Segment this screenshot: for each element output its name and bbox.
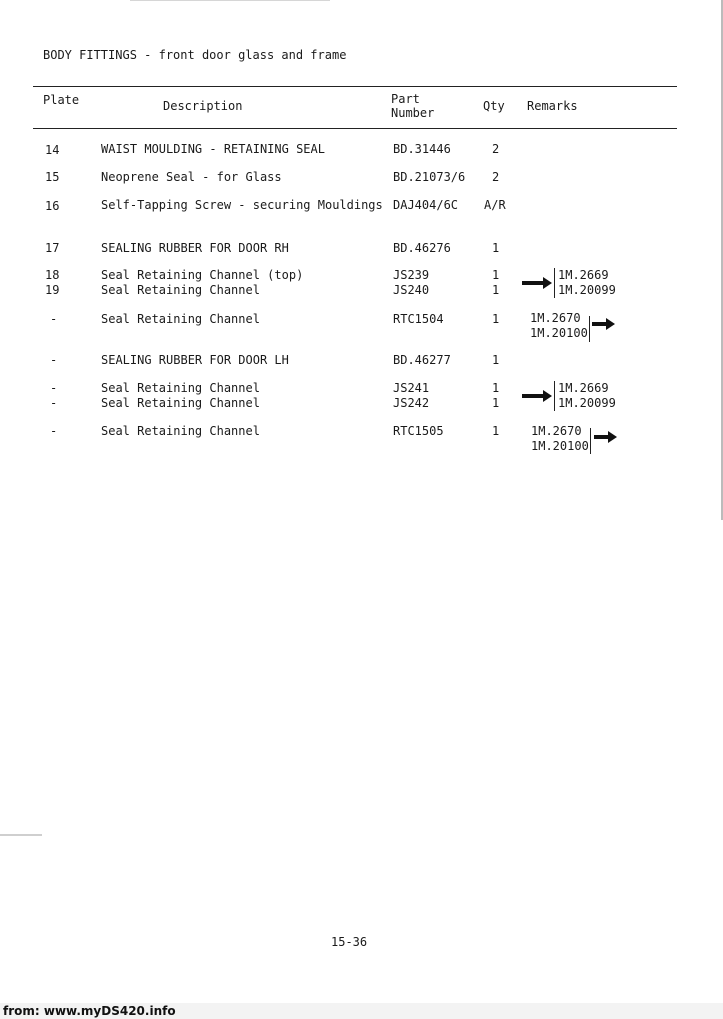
arrow-right-icon <box>522 281 544 285</box>
row-part-number: JS241 <box>393 381 430 395</box>
scan-artifact-top <box>130 0 330 1</box>
row-description: Self-Tapping Screw - securing Mouldings <box>101 198 383 212</box>
row-part-number: BD.21073/6 <box>393 170 466 184</box>
row-plate: - <box>50 381 58 395</box>
row-qty: 1 <box>492 268 500 282</box>
row-plate: 15 <box>45 170 60 184</box>
header-plate: Plate <box>43 93 80 107</box>
scan-artifact-left <box>0 834 42 836</box>
row-part-number: JS242 <box>393 396 430 410</box>
row-qty: 1 <box>492 396 500 410</box>
row-qty: 1 <box>492 241 500 255</box>
header-qty: Qty <box>483 99 505 113</box>
header-number: Number <box>391 106 435 120</box>
bracket-bar <box>554 268 555 298</box>
header-description: Description <box>163 99 243 113</box>
row-plate: - <box>50 353 58 367</box>
row-description: SEALING RUBBER FOR DOOR RH <box>101 241 289 255</box>
row-plate: - <box>50 396 58 410</box>
bracket-bar <box>590 428 591 454</box>
row-qty: A/R <box>484 198 506 212</box>
row-plate: - <box>50 312 58 326</box>
remark-from: 1M.2669 <box>558 268 609 282</box>
remark-from: 1M.2670 <box>531 424 582 438</box>
remark-to: 1M.20099 <box>558 283 616 297</box>
remark-from: 1M.2670 <box>530 311 581 325</box>
row-qty: 1 <box>492 381 500 395</box>
arrow-right-icon <box>592 322 607 326</box>
row-qty: 1 <box>492 424 500 438</box>
row-description: Neoprene Seal - for Glass <box>101 170 282 184</box>
row-qty: 1 <box>492 353 500 367</box>
row-plate: 19 <box>45 283 60 297</box>
row-part-number: BD.46277 <box>393 353 451 367</box>
row-plate: 17 <box>45 241 60 255</box>
row-description: Seal Retaining Channel (top) <box>101 268 304 282</box>
remark-to: 1M.20100 <box>531 439 589 453</box>
remark-to: 1M.20099 <box>558 396 616 410</box>
bracket-bar <box>554 381 555 411</box>
header-part: Part <box>391 92 420 106</box>
source-footer: from: www.myDS420.info <box>3 1004 176 1018</box>
row-description: Seal Retaining Channel <box>101 312 260 326</box>
row-qty: 1 <box>492 283 500 297</box>
row-description: SEALING RUBBER FOR DOOR LH <box>101 353 289 367</box>
remark-from: 1M.2669 <box>558 381 609 395</box>
bracket-bar <box>589 316 590 342</box>
row-part-number: BD.31446 <box>393 142 451 156</box>
row-part-number: RTC1505 <box>393 424 444 438</box>
row-plate: 16 <box>45 199 60 213</box>
row-plate: - <box>50 424 58 438</box>
row-description: Seal Retaining Channel <box>101 381 260 395</box>
arrow-right-icon <box>522 394 544 398</box>
row-description: Seal Retaining Channel <box>101 283 260 297</box>
page-number: 15-36 <box>331 935 368 949</box>
remark-to: 1M.20100 <box>530 326 588 340</box>
row-qty: 2 <box>492 142 500 156</box>
row-description: Seal Retaining Channel <box>101 396 260 410</box>
row-plate: 14 <box>45 143 60 157</box>
header-bottom-rule <box>33 128 677 129</box>
arrow-right-icon <box>594 435 609 439</box>
row-part-number: JS239 <box>393 268 430 282</box>
row-part-number: BD.46276 <box>393 241 451 255</box>
row-qty: 1 <box>492 312 500 326</box>
header-top-rule <box>33 86 677 87</box>
row-part-number: RTC1504 <box>393 312 444 326</box>
row-description: WAIST MOULDING - RETAINING SEAL <box>101 142 325 156</box>
row-description: Seal Retaining Channel <box>101 424 260 438</box>
header-remarks: Remarks <box>527 99 578 113</box>
row-plate: 18 <box>45 268 60 282</box>
row-part-number: JS240 <box>393 283 430 297</box>
page-title: BODY FITTINGS - front door glass and frame <box>43 48 347 62</box>
row-qty: 2 <box>492 170 500 184</box>
row-part-number: DAJ404/6C <box>393 198 459 212</box>
